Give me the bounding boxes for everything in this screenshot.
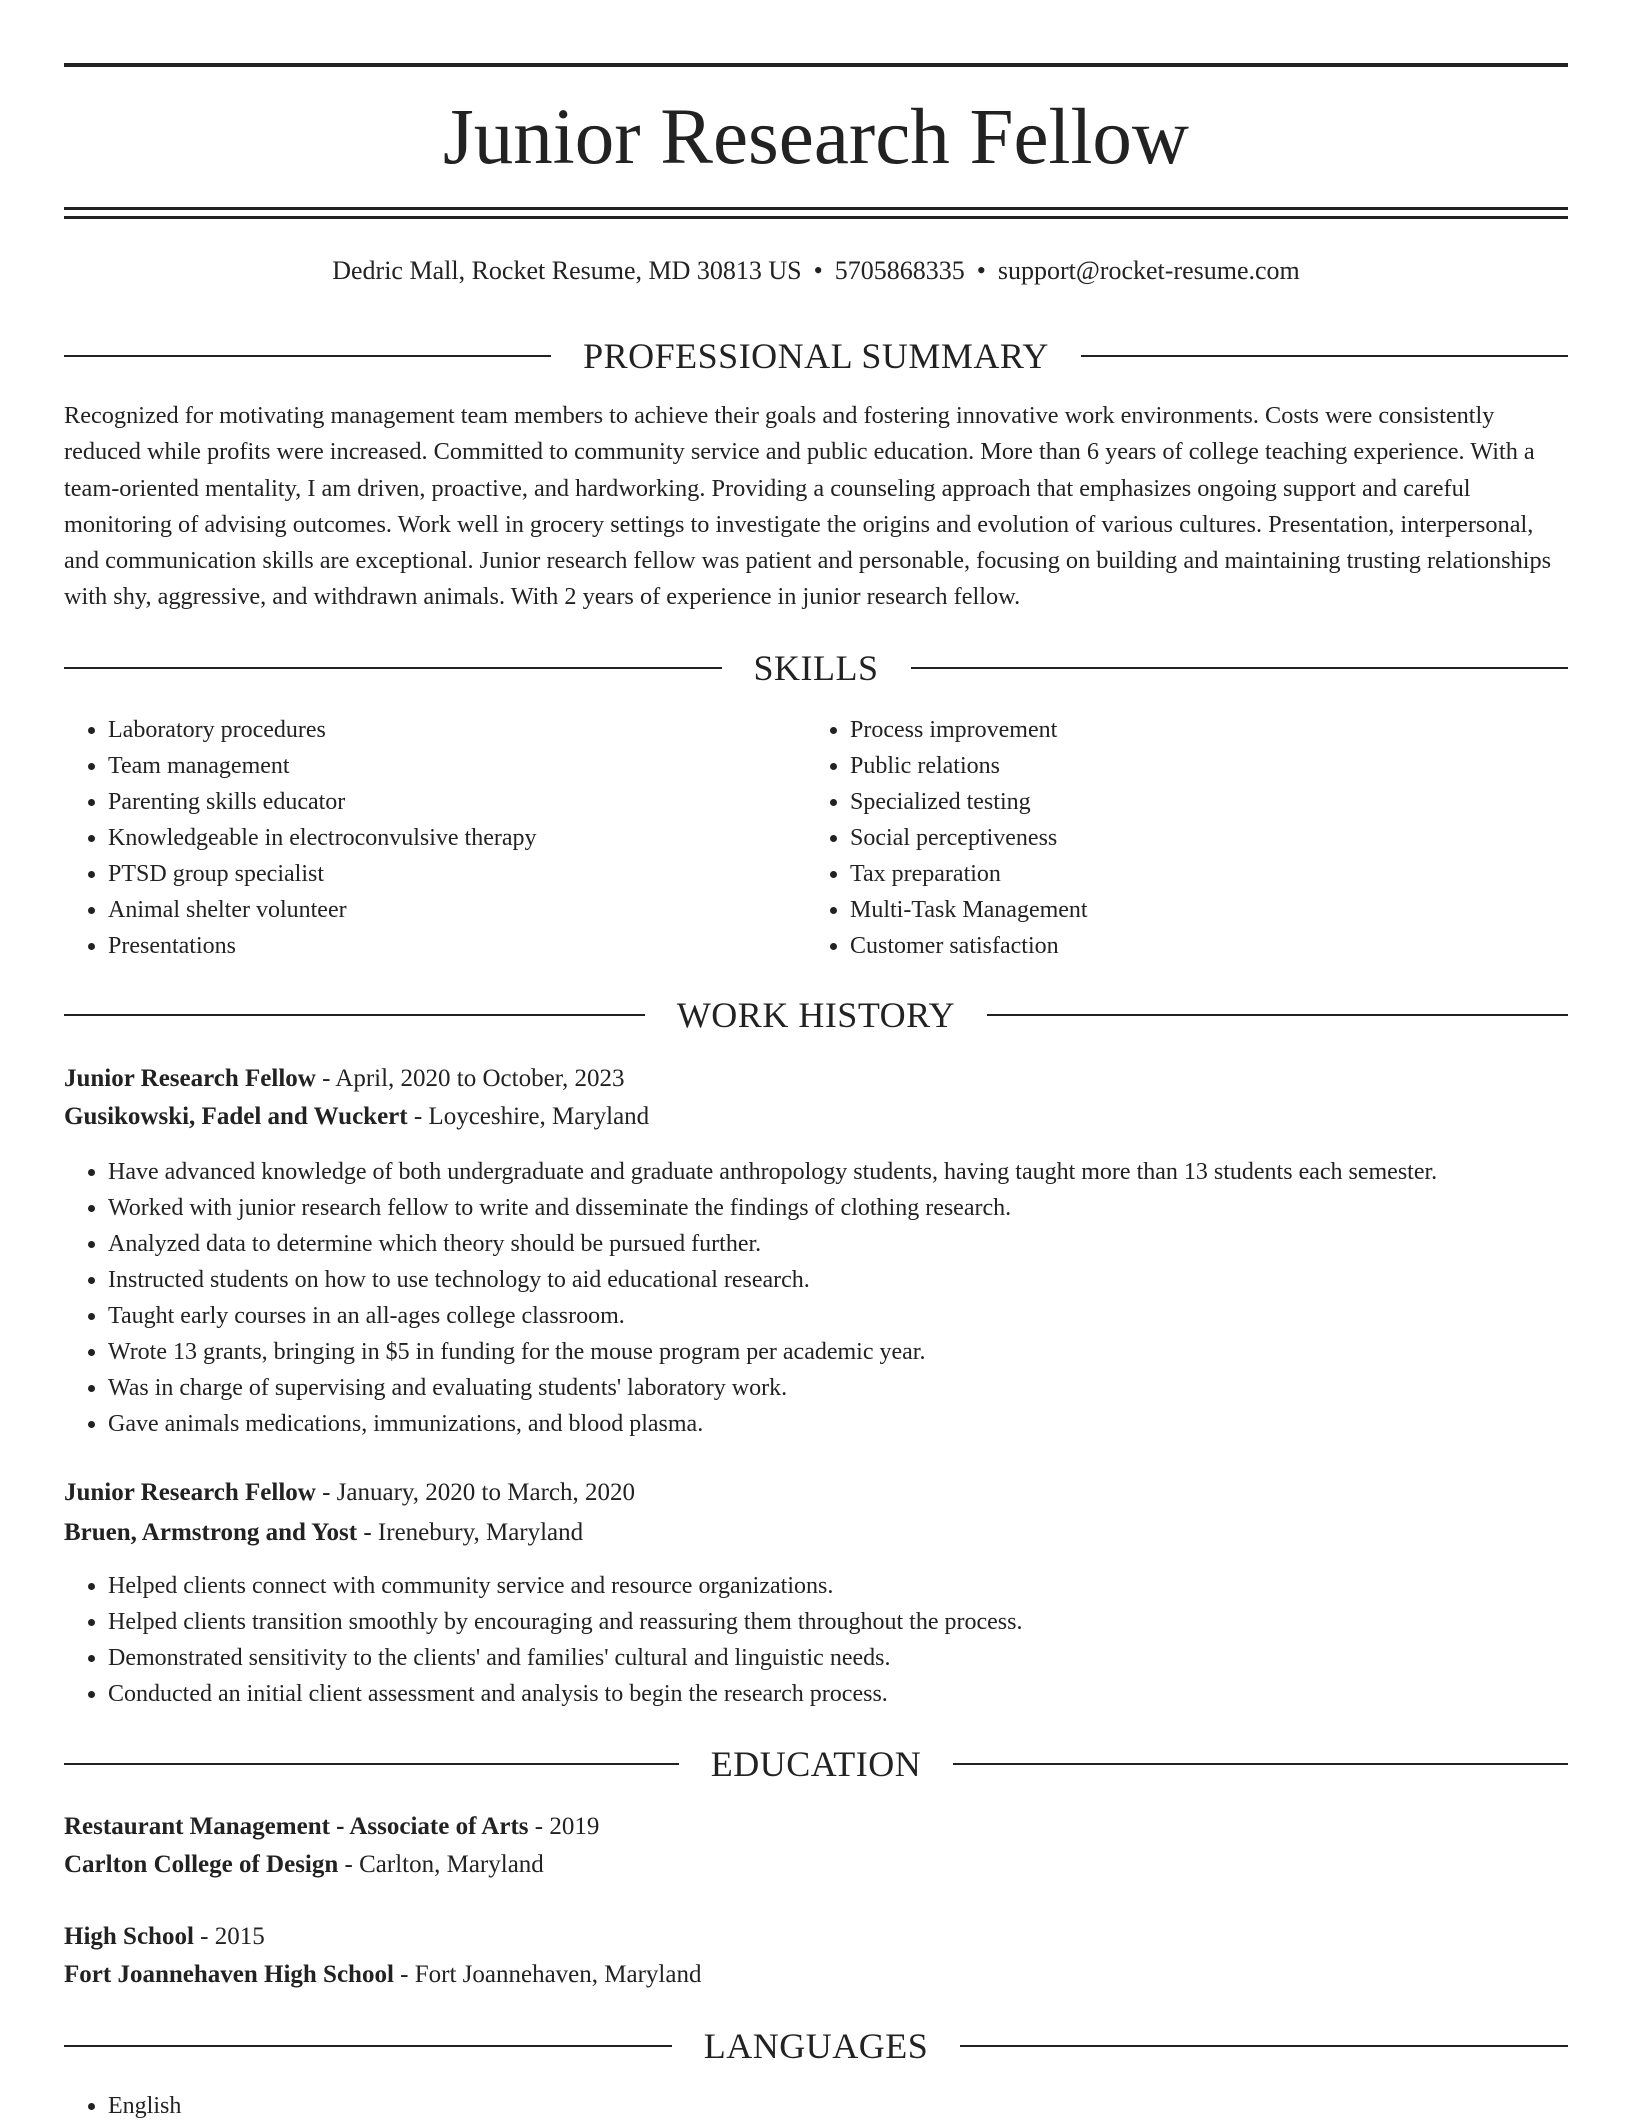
skill-item: • Knowledgeable in electroconvulsive therapy xyxy=(108,820,537,856)
job-bullet: • Conducted an initial client assessment and analysis to begin the research process. xyxy=(108,1676,1568,1712)
heading-rule xyxy=(960,2045,1568,2047)
job-bullet: • Demonstrated sensitivity to the clients' and families' cultural and linguistic needs. xyxy=(108,1640,1568,1676)
education-school-line xyxy=(64,1848,544,1882)
job-bullet: • Wrote 13 grants, bringing in $5 in funding for the mouse program per academic year. xyxy=(108,1334,1568,1370)
education-degree: Restaurant Management - Associate of Arts xyxy=(64,1813,529,1840)
job-bullet: • Instructed students on how to use technology to aid educational research. xyxy=(108,1262,1568,1298)
education-location: - Fort Joannehaven, Maryland xyxy=(393,1961,702,1988)
education-year: - 2015 xyxy=(193,1923,265,1950)
heading-rule xyxy=(953,1763,1568,1765)
skill-item: • Laboratory procedures xyxy=(108,712,537,748)
job-bullet: • Worked with junior research fellow to write and disseminate the findings of clothing research. xyxy=(108,1190,1568,1226)
top-rule xyxy=(64,63,1568,67)
job-location: - Loyceshire, Maryland xyxy=(407,1103,650,1130)
education-school: Fort Joannehaven High School xyxy=(64,1961,394,1988)
skill-item: • Multi-Task Management xyxy=(850,892,1088,928)
job-bullet: • Taught early courses in an all-ages college classroom. xyxy=(108,1298,1568,1334)
heading-rule xyxy=(987,1014,1568,1016)
job-bullet: • Helped clients connect with community service and resource organizations. xyxy=(108,1568,1568,1604)
skill-item: • Team management xyxy=(108,748,537,784)
job-bullet: • Was in charge of supervising and evaluating students' laboratory work. xyxy=(108,1370,1568,1406)
section-title: PROFESSIONAL SUMMARY xyxy=(583,336,1049,376)
job-bullets xyxy=(64,1568,1568,1712)
contact-separator: • xyxy=(813,256,823,285)
section-heading-skills xyxy=(64,646,1568,690)
section-title: WORK HISTORY xyxy=(676,995,956,1035)
job-title: Junior Research Fellow xyxy=(64,1479,316,1506)
job-title-line xyxy=(64,1062,625,1096)
job-location: - Irenebury, Maryland xyxy=(357,1519,584,1546)
section-title: LANGUAGES xyxy=(703,2026,929,2066)
summary-paragraph: Recognized for motivating management team members to achieve their goals and fostering innovative work environments. Costs were consistently reduced while profits were increased. Committed to community service and public education. More than 6 years of college teaching experience. With a team-oriented mentality, I am driven, proactive, and hardworking. Providing a counseling approach that emphasizes ongoing support and careful monitoring of advising outcomes. Work well in grocery settings to investigate the origins and evolution of various cultures. Presentation, interpersonal, and communication skills are exceptional. Junior research fellow was patient and personable, focusing on building and maintaining trusting relationships with shy, aggressive, and withdrawn animals. With 2 years of experience in junior research fellow. xyxy=(64,402,1552,611)
job-dates: - April, 2020 to October, 2023 xyxy=(315,1065,625,1092)
heading-rule xyxy=(64,355,551,357)
contact-phone: 5705868335 xyxy=(834,256,965,285)
skill-item: • PTSD group specialist xyxy=(108,856,537,892)
section-heading-education xyxy=(64,1742,1568,1786)
skill-item: • Tax preparation xyxy=(850,856,1088,892)
job-title-line xyxy=(64,1476,635,1510)
education-school: Carlton College of Design xyxy=(64,1851,339,1878)
skill-item: • Animal shelter volunteer xyxy=(108,892,537,928)
education-degree: High School xyxy=(64,1923,194,1950)
job-bullets xyxy=(64,1154,1568,1442)
heading-rule xyxy=(64,1763,679,1765)
contact-line xyxy=(64,254,1568,288)
heading-rule xyxy=(64,2045,672,2047)
contact-email: support@rocket-resume.com xyxy=(997,256,1300,285)
skill-item: • Specialized testing xyxy=(850,784,1088,820)
education-school-line xyxy=(64,1958,701,1992)
resume-title: Junior Research Fellow xyxy=(443,94,1189,181)
job-employer-line xyxy=(64,1516,583,1550)
job-employer-line xyxy=(64,1100,649,1134)
job-bullet: • Analyzed data to determine which theory should be pursued further. xyxy=(108,1226,1568,1262)
skill-item: • Parenting skills educator xyxy=(108,784,537,820)
heading-rule xyxy=(1081,355,1568,357)
contact-separator: • xyxy=(976,256,986,285)
section-heading-work xyxy=(64,993,1568,1037)
title-double-rule-upper xyxy=(64,207,1568,210)
education-location: - Carlton, Maryland xyxy=(338,1851,544,1878)
job-bullet: • Gave animals medications, immunizations, and blood plasma. xyxy=(108,1406,1568,1442)
contact-address: Dedric Mall, Rocket Resume, MD 30813 US xyxy=(332,256,802,285)
languages-list xyxy=(64,2088,1568,2124)
skill-item: • Social perceptiveness xyxy=(850,820,1088,856)
job-company: Gusikowski, Fadel and Wuckert xyxy=(64,1103,408,1130)
education-degree-line xyxy=(64,1810,599,1844)
heading-rule xyxy=(911,667,1569,669)
title-double-rule-lower xyxy=(64,216,1568,219)
job-bullet: • Have advanced knowledge of both undergraduate and graduate anthropology students, having taught more than 13 students each semester. xyxy=(108,1154,1568,1190)
skill-item: • Process improvement xyxy=(850,712,1088,748)
job-bullet: • Helped clients transition smoothly by encouraging and reassuring them throughout the process. xyxy=(108,1604,1568,1640)
skill-item: • Customer satisfaction xyxy=(850,928,1088,964)
section-heading-summary xyxy=(64,334,1568,378)
skill-item: • Presentations xyxy=(108,928,537,964)
heading-rule xyxy=(64,1014,645,1016)
education-year: - 2019 xyxy=(528,1813,600,1840)
heading-rule xyxy=(64,667,722,669)
job-dates: - January, 2020 to March, 2020 xyxy=(315,1479,635,1506)
skills-list-left xyxy=(64,712,537,964)
skill-item: • Public relations xyxy=(850,748,1088,784)
language-item: • English xyxy=(108,2088,1568,2124)
section-heading-languages xyxy=(64,2024,1568,2068)
job-company: Bruen, Armstrong and Yost xyxy=(64,1519,358,1546)
education-degree-line xyxy=(64,1920,265,1954)
section-title: EDUCATION xyxy=(710,1744,922,1784)
skills-list-right xyxy=(806,712,1088,964)
section-title: SKILLS xyxy=(753,648,879,688)
job-title: Junior Research Fellow xyxy=(64,1065,316,1092)
